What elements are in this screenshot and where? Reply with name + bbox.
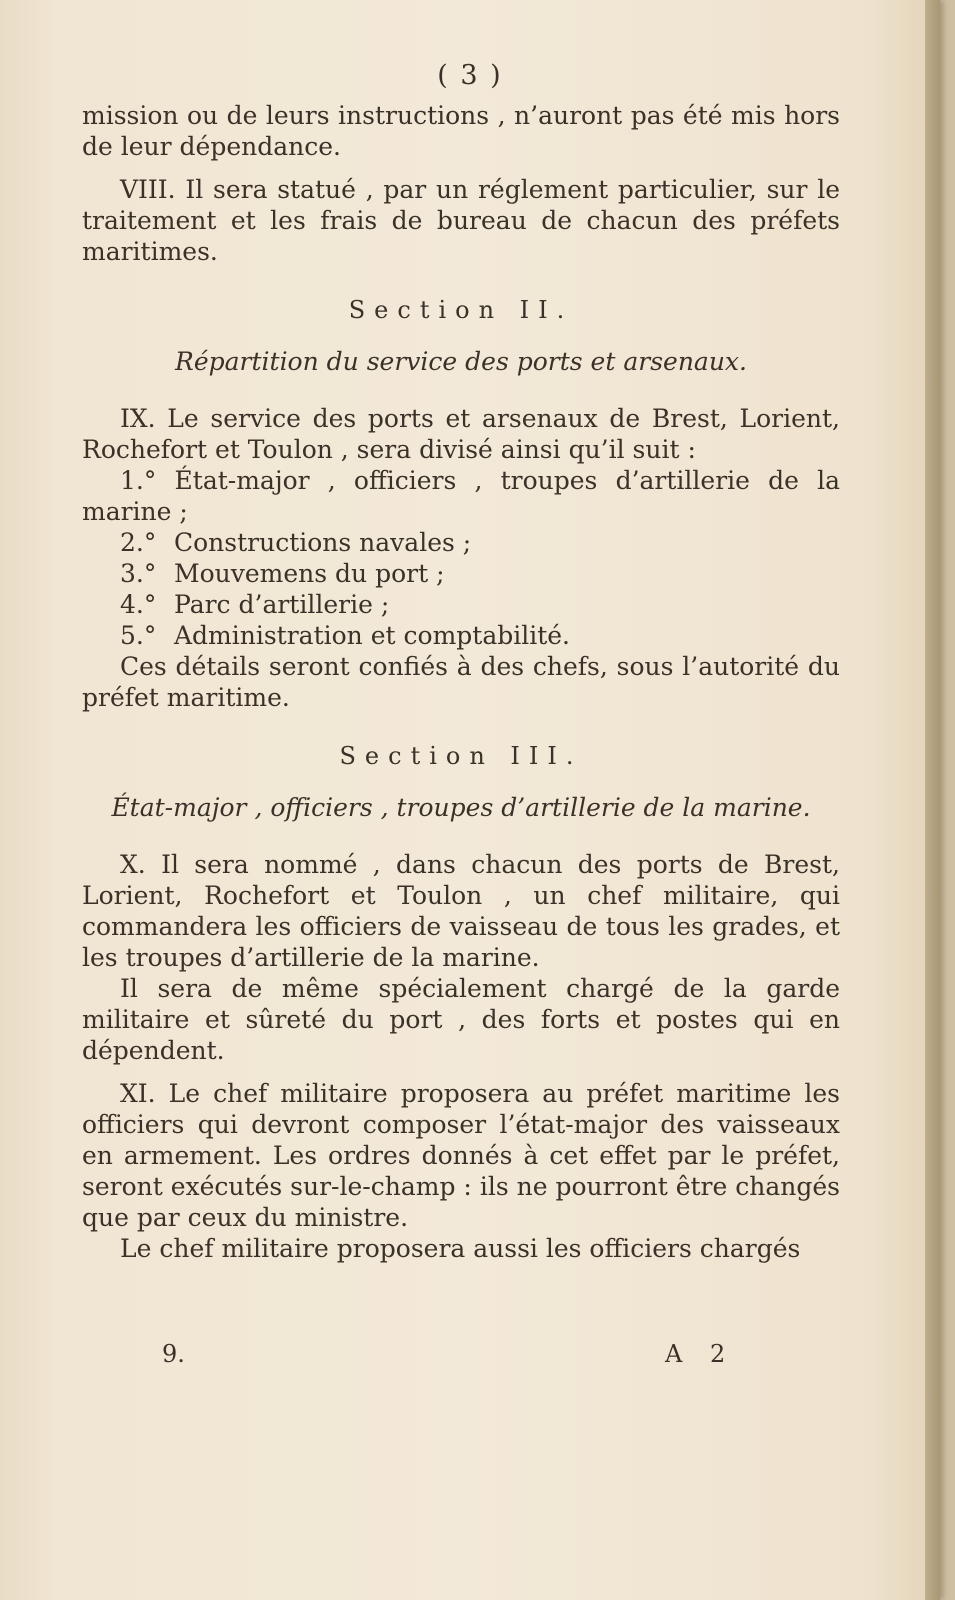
list-item — [82, 527, 840, 558]
list-item-text: Administration et comptabilité. — [174, 621, 571, 650]
section-ii-title: Section II. — [348, 296, 574, 324]
section-iii-title: Section III. — [339, 742, 583, 770]
sheet-mark: A 2 — [665, 1340, 736, 1368]
list-item — [82, 465, 840, 527]
list-item — [82, 589, 840, 620]
section-iii-subtitle: État-major , officiers , troupes d’artillerie de la marine. — [111, 793, 811, 822]
list-item-number: 1.° — [120, 466, 157, 495]
page-spine-edge — [925, 0, 940, 1600]
list-item-number: 5.° — [120, 621, 157, 650]
list-item-number: 3.° — [120, 559, 157, 588]
article-xi-continued: Le chef militaire proposera aussi les officiers chargés — [120, 1234, 801, 1263]
article-xi: XI. Le chef militaire proposera au préfet maritime les officiers qui devront composer l’état-major des vaisseaux en armement. Les ordres donnés à cet effet par le préfet, seront exécutés sur-le-champ : ils ne pourront être changés que par ceux du ministre. — [82, 1079, 840, 1232]
list-item — [82, 558, 840, 589]
article-x-continued: Il sera de même spécialement chargé de la garde militaire et sûreté du port , des forts et postes qui en dépendent. — [82, 974, 840, 1065]
list-item-text: Constructions navales ; — [174, 528, 472, 557]
article-x: X. Il sera nommé , dans chacun des ports de Brest, Lorient, Rochefort et Toulon , un chef militaire, qui commandera les officiers de vaisseau de tous les grades, et les troupes d’artillerie de la marine. — [82, 850, 840, 972]
article-ix: IX. Le service des ports et arsenaux de Brest, Lorient, Rochefort et Toulon , sera divisé ainsi qu’il suit : — [82, 404, 840, 464]
list-item-text: Mouvemens du port ; — [174, 559, 445, 588]
list-item-number: 4.° — [120, 590, 157, 619]
page-number: ( 3 ) — [437, 60, 503, 91]
page-body — [82, 100, 840, 1264]
signature-mark: 9. — [162, 1340, 185, 1368]
article-viii: VIII. Il sera statué , par un réglement particulier, sur le traitement et les frais de bureau de chacun des préfets maritimes. — [82, 175, 840, 266]
paragraph-continuation: mission ou de leurs instructions , n’auront pas été mis hors de leur dépendance. — [82, 101, 840, 161]
section-ii-closing: Ces détails seront confiés à des chefs, sous l’autorité du préfet maritime. — [82, 652, 840, 712]
list-item-text: État-major , officiers , troupes d’artillerie de la marine ; — [82, 466, 840, 526]
list-item-text: Parc d’artillerie ; — [174, 590, 390, 619]
section-ii-subtitle: Répartition du service des ports et arsenaux. — [175, 347, 747, 376]
list-item — [82, 620, 840, 651]
list-item-number: 2.° — [120, 528, 157, 557]
